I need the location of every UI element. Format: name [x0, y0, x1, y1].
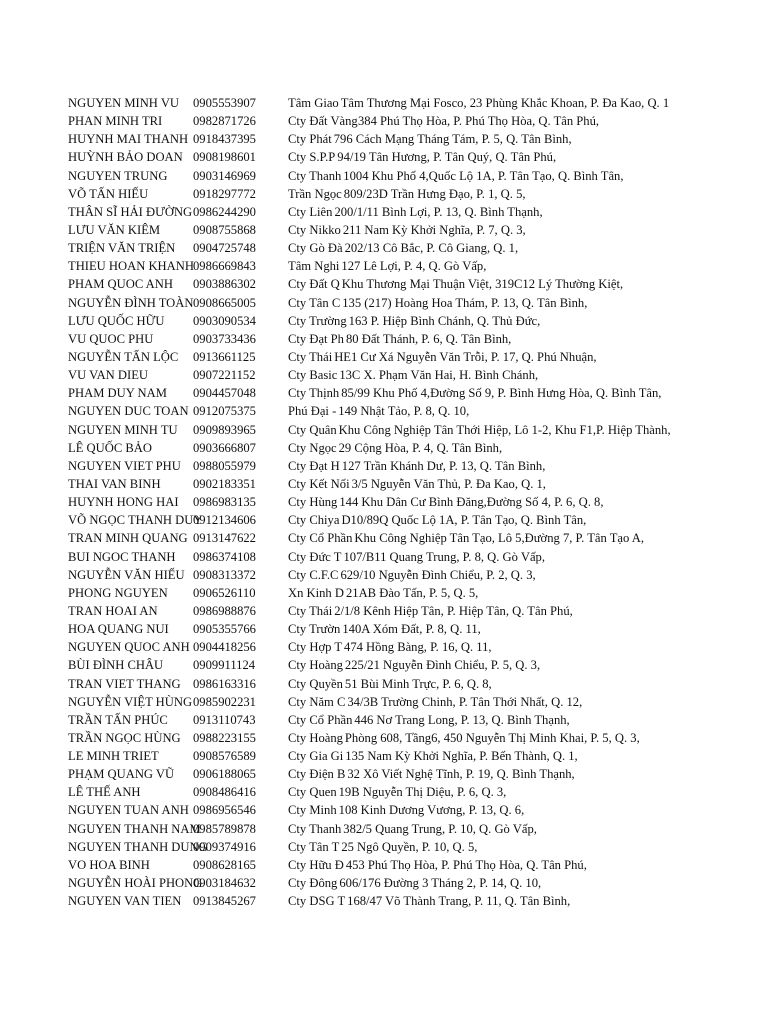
contact-address: 108 Kinh Dương Vương, P. 13, Q. 6, — [338, 803, 525, 818]
contact-name: LƯU QUỐC HỮU — [68, 313, 165, 328]
contact-company: Cty Trường — [288, 313, 347, 328]
contact-company: Trần Ngọc — [288, 186, 342, 201]
contact-company-address — [288, 892, 660, 910]
contact-name: TRAN HOAI AN — [68, 603, 158, 618]
contact-name: LƯU VĂN KIÊM — [68, 222, 161, 237]
table-row — [68, 892, 668, 910]
contact-company: Cty Đất Q — [288, 277, 340, 292]
contact-phone: 0912075375 — [193, 404, 256, 419]
contact-phone: 0988055979 — [193, 458, 256, 473]
table-row — [68, 747, 668, 765]
contact-name: BÙI ĐÌNH CHÂU — [68, 658, 164, 673]
contact-company-address — [288, 747, 660, 765]
contact-company: Cty Gia Gi — [288, 749, 344, 764]
contact-name: HUYNH HONG HAI — [68, 495, 179, 510]
contact-address: 21AB Đào Tấn, P. 5, Q. 5, — [345, 585, 479, 600]
contact-company: Cty Điện B — [288, 767, 346, 782]
contact-company: Cty Basic — [288, 368, 338, 383]
contact-company: Cty Liên — [288, 204, 333, 219]
contact-company: Cty Đất Vàng — [288, 114, 358, 129]
table-row — [68, 566, 668, 584]
contact-company-address — [288, 384, 660, 402]
contact-name: NGUYEN VAN TIEN — [68, 894, 182, 909]
contact-address: 32 Xô Viết Nghệ Tĩnh, P. 19, Q. Bình Thạnh, — [347, 767, 575, 782]
table-row — [68, 620, 668, 638]
contact-phone: 0986669843 — [193, 259, 256, 274]
table-row — [68, 312, 668, 330]
contact-phone: 0913845267 — [193, 894, 256, 909]
contact-company: Cty Ngọc — [288, 440, 337, 455]
contact-name: TRAN MINH QUANG — [68, 531, 188, 546]
contact-company-address — [288, 312, 660, 330]
contact-company-address — [288, 130, 660, 148]
contact-company: Cty Quen — [288, 785, 337, 800]
contact-address: 163 P. Hiệp Bình Chánh, Q. Thủ Đức, — [348, 313, 541, 328]
contact-name: PHAM DUY NAM — [68, 386, 167, 401]
table-row — [68, 167, 668, 185]
contact-name: VÕ NGỌC THANH DUY — [68, 513, 203, 528]
contact-phone: 0986374108 — [193, 549, 256, 564]
table-row — [68, 457, 668, 475]
contact-address: HE1 Cư Xá Nguyễn Văn Trỗi, P. 17, Q. Phú Nhuận, — [334, 349, 597, 364]
contact-name: NGUYEN QUOC ANH — [68, 640, 190, 655]
contact-company: Cty Quyền — [288, 676, 343, 691]
contact-name: PHẠM QUANG VŨ — [68, 767, 175, 782]
contact-phone: 0913110743 — [193, 712, 256, 727]
table-row — [68, 185, 668, 203]
contact-company: Cty Cổ Phần — [288, 531, 353, 546]
contact-company-address — [288, 402, 660, 420]
contact-company: Tâm Giao — [288, 96, 339, 110]
table-row — [68, 421, 671, 439]
contact-company-address — [288, 148, 660, 166]
contact-sheet — [68, 94, 671, 910]
table-row — [68, 112, 668, 130]
contact-name: NGUYEN TRUNG — [68, 168, 168, 183]
table-row — [68, 475, 668, 493]
contact-company-address — [288, 693, 660, 711]
table-row — [68, 511, 668, 529]
contact-address: 225/21 Nguyễn Đình Chiểu, P. 5, Q. 3, — [344, 658, 541, 673]
contact-company: Cty Thái — [288, 349, 333, 364]
contact-name: NGUYEN THANH NAM — [68, 821, 201, 836]
contact-company-address — [288, 239, 660, 257]
contact-company-address — [288, 711, 660, 729]
contact-address: 474 Hồng Bàng, P. 16, Q. 11, — [344, 640, 492, 655]
contact-phone: 0904418256 — [193, 640, 256, 655]
contact-name: LÊ QUỐC BẢO — [68, 440, 152, 455]
contact-company-address — [288, 421, 671, 439]
table-row — [68, 638, 668, 656]
table-row — [68, 584, 668, 602]
table-row — [68, 602, 668, 620]
contact-company-address — [288, 801, 660, 819]
table-row — [68, 548, 668, 566]
table-row — [68, 729, 668, 747]
contact-phone: 0905553907 — [193, 96, 256, 110]
table-row — [68, 493, 668, 511]
contact-address: Tâm Thương Mại Fosco, 23 Phùng Khắc Khoan, P. Đa Kao, Q. 1 — [340, 96, 670, 110]
contact-phone: 0909911124 — [193, 658, 256, 673]
contact-name: NGUYEN MINH TU — [68, 422, 178, 437]
contact-phone: 0906188065 — [193, 767, 256, 782]
contact-company: Cty Đức T — [288, 549, 342, 564]
contact-phone: 0906526110 — [193, 585, 256, 600]
contact-company-address — [288, 566, 660, 584]
contact-name: THÂN SĨ HẢI ĐƯỜNG — [68, 204, 193, 219]
table-row — [68, 529, 668, 547]
contact-name: PHAN MINH TRI — [68, 114, 163, 129]
contact-company-address — [288, 203, 660, 221]
contact-company: Cty Phát — [288, 132, 332, 147]
table-row — [68, 874, 668, 892]
contact-company: Cty Đạt Ph — [288, 331, 344, 346]
contact-phone: 0908755868 — [193, 222, 256, 237]
contact-company: Cty Hữu Đ — [288, 857, 344, 872]
contact-phone: 0986163316 — [193, 676, 256, 691]
contact-name: THIEU HOAN KHANH — [68, 259, 194, 274]
table-row — [68, 765, 668, 783]
contact-company: Tâm Nghi — [288, 259, 340, 274]
table-row — [68, 711, 668, 729]
contact-name: TRẦN TẤN PHÚC — [68, 712, 168, 727]
contact-company: Cty DSG T — [288, 894, 346, 909]
contact-company-address — [288, 439, 660, 457]
contact-company: Cty Hợp T — [288, 640, 343, 655]
contact-address: 200/1/11 Bình Lợi, P. 13, Q. Bình Thạnh, — [334, 204, 543, 219]
contact-phone: 0908486416 — [193, 785, 256, 800]
contact-address: Khu Công Nghiệp Tân Tạo, Lô 5,Đường 7, P. Tân Tạo A, — [354, 531, 644, 546]
contact-name: NGUYỄN HOÀI PHONG — [68, 876, 203, 891]
table-row — [68, 239, 668, 257]
contact-company-address — [288, 584, 660, 602]
contact-name: VO HOA BINH — [68, 857, 150, 872]
contact-phone: 0982871726 — [193, 114, 256, 129]
contact-company-address — [288, 820, 660, 838]
table-row — [68, 783, 668, 801]
table-row — [68, 801, 668, 819]
contact-address: 149 Nhật Tảo, P. 8, Q. 10, — [338, 404, 470, 419]
table-row — [68, 439, 668, 457]
contact-company-address — [288, 185, 660, 203]
table-row — [68, 94, 668, 112]
contact-company: Cty Nikko — [288, 222, 341, 237]
contact-name: LE MINH TRIET — [68, 749, 159, 764]
contact-address: 382/5 Quang Trung, P. 10, Q. Gò Vấp, — [343, 821, 537, 836]
contact-address: 140A Xóm Đất, P. 8, Q. 11, — [342, 622, 481, 637]
contact-address: 144 Khu Dân Cư Bình Đăng,Đường Số 4, P. 6, Q. 8, — [339, 495, 604, 510]
table-row — [68, 384, 668, 402]
contact-company-address — [288, 656, 660, 674]
table-row — [68, 330, 668, 348]
contact-name: THAI VAN BINH — [68, 476, 161, 491]
contact-phone: 0918297772 — [193, 186, 256, 201]
contact-company-address — [288, 729, 660, 747]
contact-phone: 0907221152 — [193, 368, 256, 383]
contact-company: Cty Thanh — [288, 821, 342, 836]
contact-company-address — [288, 221, 660, 239]
contact-address: 25 Ngô Quyền, P. 10, Q. 5, — [341, 839, 478, 854]
contact-company: Cty C.F.C — [288, 567, 339, 582]
table-row — [68, 148, 668, 166]
contact-name: TRIỆN VĂN TRIỆN — [68, 241, 176, 256]
contact-company: Cty Hùng — [288, 495, 338, 510]
contact-company: Cty Đông — [288, 876, 338, 891]
contact-company-address — [288, 675, 660, 693]
contact-address: 107/B11 Quang Trung, P. 8, Q. Gò Vấp, — [343, 549, 545, 564]
contact-address: Khu Công Nghiệp Tân Thới Hiệp, Lô 1-2, Khu F1,P. Hiệp Thành, — [338, 422, 671, 437]
contact-company-address — [288, 475, 660, 493]
contact-phone: 0988223155 — [193, 730, 256, 745]
table-row — [68, 348, 668, 366]
table-row — [68, 366, 668, 384]
table-row — [68, 838, 668, 856]
contact-address: 168/47 Võ Thành Trang, P. 11, Q. Tân Bình, — [347, 894, 571, 909]
contact-address: 211 Nam Kỳ Khởi Nghĩa, P. 7, Q. 3, — [342, 222, 526, 237]
contact-name: LÊ THẾ ANH — [68, 785, 141, 800]
contact-phone: 0904725748 — [193, 241, 256, 256]
contact-company-address — [288, 457, 660, 475]
contact-company: Cty Thịnh — [288, 386, 340, 401]
contact-company-address — [288, 874, 660, 892]
contact-name: NGUYEN DUC TOAN — [68, 404, 189, 419]
contact-company-address — [288, 167, 660, 185]
contact-name: VU QUOC PHU — [68, 331, 154, 346]
contact-name: TRẦN NGỌC HÙNG — [68, 730, 181, 745]
contact-phone: 0986983135 — [193, 495, 256, 510]
contact-address: 453 Phú Thọ Hòa, P. Phú Thọ Hòa, Q. Tân Phú, — [345, 857, 587, 872]
contact-company: Cty Minh — [288, 803, 337, 818]
table-row — [68, 402, 668, 420]
contact-company: Cty S.P.P — [288, 150, 336, 165]
contact-company-address — [288, 529, 660, 547]
contact-name: NGUYEN THANH DUNG — [68, 839, 208, 854]
contact-address: 135 (217) Hoàng Hoa Thám, P. 13, Q. Tân Bình, — [342, 295, 588, 310]
table-row — [68, 294, 668, 312]
contact-company: Phú Đại - — [288, 404, 337, 419]
contact-company: Cty Gò Đà — [288, 241, 343, 256]
contact-address: 13C X. Phạm Văn Hai, H. Bình Chánh, — [339, 368, 539, 383]
contact-address: 34/3B Trường Chinh, P. Tân Thới Nhất, Q. 12, — [347, 694, 583, 709]
contact-company: Xn Kinh D — [288, 585, 344, 600]
contact-company: Cty Kết Nối — [288, 476, 350, 491]
contact-name: TRAN VIET THANG — [68, 676, 181, 691]
contact-company-address — [288, 112, 660, 130]
contact-company-address — [288, 602, 660, 620]
contact-address: 94/19 Tân Hương, P. Tân Quý, Q. Tân Phú, — [337, 150, 557, 165]
contact-address: D10/89Q Quốc Lộ 1A, P. Tân Tạo, Q. Bình Tân, — [341, 513, 587, 528]
contact-name: VU VAN DIEU — [68, 368, 148, 383]
contact-company: Cty Tân C — [288, 295, 341, 310]
contact-address: 80 Đất Thánh, P. 6, Q. Tân Bình, — [345, 331, 512, 346]
contact-phone: 0986988876 — [193, 603, 256, 618]
contact-company-address — [288, 620, 660, 638]
contact-phone: 0909374916 — [193, 839, 256, 854]
contact-phone: 0918437395 — [193, 132, 256, 147]
contact-phone: 0903146969 — [193, 168, 256, 183]
contact-phone: 0986956546 — [193, 803, 256, 818]
contact-name: NGUYỄN VĂN HIẾU — [68, 567, 185, 582]
contact-phone: 0913147622 — [193, 531, 256, 546]
contact-company: Cty Năm C — [288, 694, 346, 709]
contact-address: 2/1/8 Kênh Hiệp Tân, P. Hiệp Tân, Q. Tân Phú, — [334, 603, 573, 618]
contact-address: 3/5 Nguyễn Văn Thủ, P. Đa Kao, Q. 1, — [351, 476, 546, 491]
contact-phone: 0908198601 — [193, 150, 256, 165]
contact-phone: 0902183351 — [193, 476, 256, 491]
contact-name: BUI NGOC THANH — [68, 549, 176, 564]
contact-address: 127 Lê Lợi, P. 4, Q. Gò Vấp, — [341, 259, 487, 274]
contact-address: 202/13 Cô Bắc, P. Cô Giang, Q. 1, — [344, 241, 519, 256]
table-row — [68, 130, 668, 148]
contact-name: HUỲNH BẢO DOAN — [68, 150, 183, 165]
contact-company: Cty Thái — [288, 603, 333, 618]
contact-phone: 0903733436 — [193, 331, 256, 346]
contact-company-address — [288, 765, 660, 783]
contact-address: 85/99 Khu Phố 4,Đường Số 9, P. Bình Hưng Hòa, Q. Bình Tân, — [341, 386, 662, 401]
contact-phone: 0903090534 — [193, 313, 256, 328]
contact-name: NGUYỄN ĐÌNH TOÀN — [68, 295, 194, 310]
contact-address: 809/23D Trần Hưng Đạo, P. 1, Q. 5, — [343, 186, 526, 201]
contact-company-address — [288, 294, 660, 312]
contact-name: HOA QUANG NUI — [68, 622, 169, 637]
contact-company-address — [288, 856, 660, 874]
contact-company: Cty Trườn — [288, 622, 341, 637]
contact-name: PHONG NGUYEN — [68, 585, 168, 600]
contact-phone: 0903666807 — [193, 440, 256, 455]
contact-phone: 0903184632 — [193, 876, 256, 891]
contact-company-address — [288, 348, 660, 366]
contact-company-address — [288, 330, 660, 348]
contact-name: NGUYEN MINH VU — [68, 96, 180, 110]
table-row — [68, 675, 668, 693]
contact-address: 384 Phú Thọ Hòa, P. Phú Thọ Hòa, Q. Tân Phú, — [358, 114, 600, 129]
contact-address: Khu Thương Mại Thuận Việt, 319C12 Lý Thường Kiệt, — [341, 277, 624, 292]
contact-phone: 0913661125 — [193, 349, 256, 364]
table-row — [68, 257, 668, 275]
table-row — [68, 203, 668, 221]
contact-phone: 0909893965 — [193, 422, 256, 437]
contact-address: 127 Trần Khánh Dư, P. 13, Q. Tân Bình, — [341, 458, 546, 473]
contact-address: 606/176 Đường 3 Tháng 2, P. 14, Q. 10, — [339, 876, 542, 891]
contact-name: HUYNH MAI THANH — [68, 132, 189, 147]
contact-company: Cty Quân — [288, 422, 337, 437]
contact-company-address — [288, 275, 660, 293]
table-row — [68, 693, 668, 711]
contact-phone: 0986244290 — [193, 204, 256, 219]
contact-company-address — [288, 838, 660, 856]
contact-company: Cty Hoàng — [288, 730, 343, 745]
contact-name: VÕ TẤN HIẾU — [68, 186, 149, 201]
contact-company: Cty Đạt H — [288, 458, 340, 473]
table-row — [68, 856, 668, 874]
contact-address: 29 Cộng Hòa, P. 4, Q. Tân Bình, — [338, 440, 503, 455]
contact-company-address — [288, 366, 660, 384]
contact-phone: 0908576589 — [193, 749, 256, 764]
contact-phone: 0908628165 — [193, 857, 256, 872]
contact-name: NGUYEN TUAN ANH — [68, 803, 189, 818]
contact-name: PHAM QUOC ANH — [68, 277, 173, 292]
contact-company: Cty Hoàng — [288, 658, 343, 673]
table-row — [68, 275, 668, 293]
contact-company: Cty Thanh — [288, 168, 342, 183]
contact-address: 796 Cách Mạng Tháng Tám, P. 5, Q. Tân Bình, — [333, 132, 572, 147]
table-row — [68, 656, 668, 674]
contact-address: 19B Nguyễn Thị Diệu, P. 6, Q. 3, — [338, 785, 507, 800]
contact-company-address — [288, 638, 660, 656]
contact-company: Cty Chiya — [288, 513, 340, 528]
contact-company-address — [288, 511, 660, 529]
contact-address: 629/10 Nguyễn Đình Chiểu, P. 2, Q. 3, — [340, 567, 536, 582]
contact-company-address — [288, 548, 660, 566]
contact-company-address — [288, 783, 660, 801]
table-row — [68, 820, 668, 838]
contact-phone: 0985902231 — [193, 694, 256, 709]
contact-company: Cty Cổ Phần — [288, 712, 353, 727]
contact-phone: 0903886302 — [193, 277, 256, 292]
contact-company: Cty Tân T — [288, 839, 340, 854]
contact-name: NGUYEN VIET PHU — [68, 458, 181, 473]
contact-company-address — [288, 94, 670, 112]
contact-company-address — [288, 257, 660, 275]
contact-phone: 0904457048 — [193, 386, 256, 401]
contact-address: 51 Bùi Minh Trực, P. 6, Q. 8, — [344, 676, 492, 691]
contact-address: 1004 Khu Phố 4,Quốc Lộ 1A, P. Tân Tạo, Q. Bình Tân, — [343, 168, 624, 183]
contact-name: NGUYỄN VIỆT HÙNG — [68, 694, 193, 709]
contact-address: Phòng 608, Tầng6, 450 Nguyễn Thị Minh Khai, P. 5, Q. 3, — [344, 730, 640, 745]
contact-phone: 0905355766 — [193, 622, 256, 637]
table-row — [68, 221, 668, 239]
contact-address: 135 Nam Kỳ Khởi Nghĩa, P. Bến Thành, Q. 1, — [345, 749, 578, 764]
contact-company-address — [288, 493, 660, 511]
contact-phone: 0985789878 — [193, 821, 256, 836]
contact-name: NGUYỄN TẤN LỘC — [68, 349, 179, 364]
contact-phone: 0908665005 — [193, 295, 256, 310]
contact-phone: 0912134606 — [193, 513, 256, 528]
contact-address: 446 Nơ Trang Long, P. 13, Q. Bình Thạnh, — [354, 712, 570, 727]
contact-phone: 0908313372 — [193, 567, 256, 582]
